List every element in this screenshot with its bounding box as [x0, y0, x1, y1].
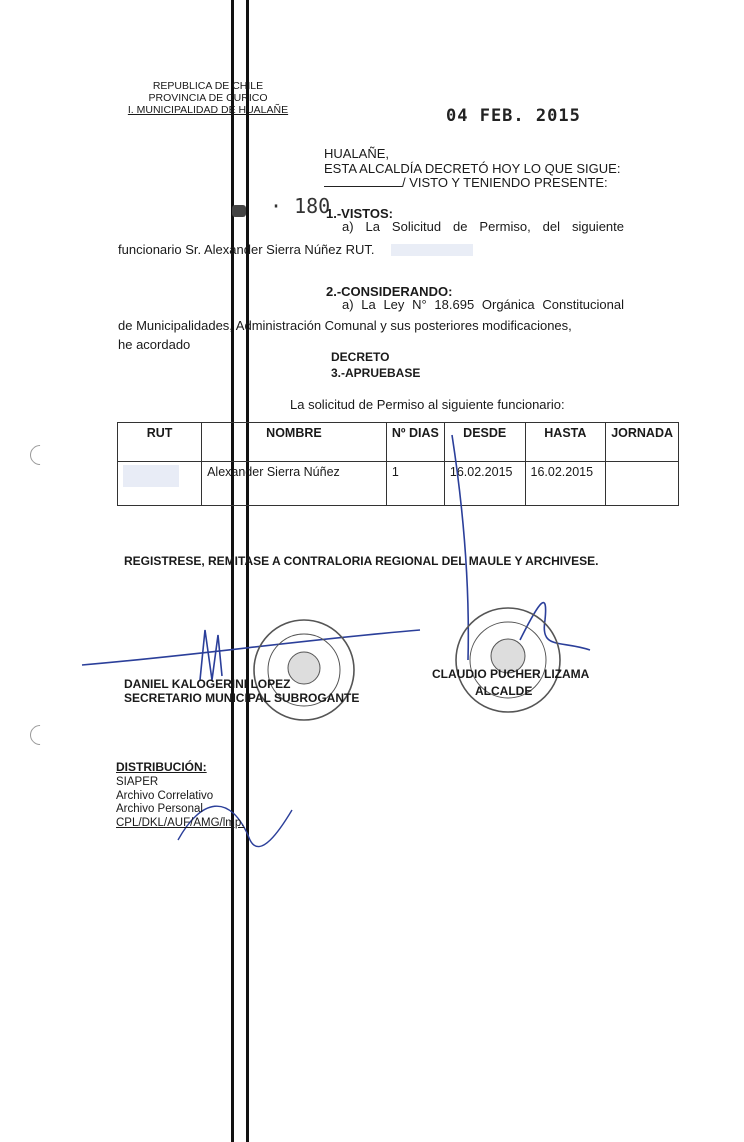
decreto-approve: 3.-APRUEBASE [331, 366, 421, 380]
decree-number-stamp: · 180 [270, 194, 331, 218]
col-dias: Nº DIAS [386, 423, 444, 462]
intro-city: HUALAÑE, [324, 146, 390, 161]
vistos-line2: funcionario Sr. Alexander Sierra Núñez RUT. [118, 242, 375, 257]
cell-nombre: Alexander Sierra Núñez [202, 462, 387, 506]
distribution-heading: DISTRIBUCIÓN: [116, 760, 207, 774]
header-country: REPUBLICA DE CHILE [152, 80, 264, 92]
distribution-list [116, 776, 244, 830]
considerando-line2: de Municipalidades, Administración Comunal y sus posteriores modificaciones, [118, 318, 572, 333]
list-item: Archivo Correlativo [116, 789, 214, 802]
vistos-line1: a) La Solicitud de Permiso, del siguiente [342, 219, 624, 234]
cell-dias: 1 [386, 462, 444, 506]
considerando-heading: 2.-CONSIDERANDO: [326, 284, 453, 299]
registration-line: REGISTRESE, REMITASE A CONTRALORIA REGIONAL DEL MAULE Y ARCHIVESE. [124, 554, 599, 568]
left-signature-stroke [82, 630, 420, 665]
right-signer-title: ALCALDE [475, 684, 533, 698]
col-hasta: HASTA [525, 423, 606, 462]
vistos-heading: 1.-VISTOS: [326, 206, 393, 221]
cell-hasta: 16.02.2015 [525, 462, 606, 506]
right-signer-name: CLAUDIO PUCHER LIZAMA [432, 667, 590, 681]
col-nombre: NOMBRE [202, 423, 387, 462]
col-rut: RUT [118, 423, 202, 462]
left-seal-emblem [288, 652, 320, 684]
col-jornada: JORNADA [606, 423, 679, 462]
considerando-line1: a) La Ley N° 18.695 Orgánica Constitucional [342, 297, 624, 312]
right-signature-stroke [452, 435, 468, 660]
considerando-line3: he acordado [118, 337, 191, 352]
header-province: PROVINCIA DE CURICO [148, 92, 268, 104]
left-signer-title: SECRETARIO MUNICIPAL SUBROGANTE [124, 691, 360, 705]
col-desde: DESDE [444, 423, 525, 462]
decreto-text: La solicitud de Permiso al siguiente funcionario: [290, 397, 565, 412]
decreto-heading: DECRETO [331, 350, 390, 364]
header-municipality: I. MUNICIPALIDAD DE HUALAÑE [127, 104, 289, 116]
cell-desde: 16.02.2015 [444, 462, 525, 506]
left-signer-name: DANIEL KALOGERINI LOPEZ [124, 677, 291, 691]
intro-line: ESTA ALCALDÍA DECRETÓ HOY LO QUE SIGUE: [324, 161, 621, 176]
list-item: CPL/DKL/AUF/AMG/lmp. [116, 816, 245, 829]
left-signature-loops [200, 630, 222, 680]
list-item: SIAPER [116, 776, 159, 788]
date-stamp: 04 FEB. 2015 [446, 106, 581, 126]
right-signature-loops [520, 603, 590, 650]
list-item: Archivo Personal [116, 803, 203, 815]
intro-visto: / VISTO Y TENIENDO PRESENTE: [402, 175, 608, 190]
